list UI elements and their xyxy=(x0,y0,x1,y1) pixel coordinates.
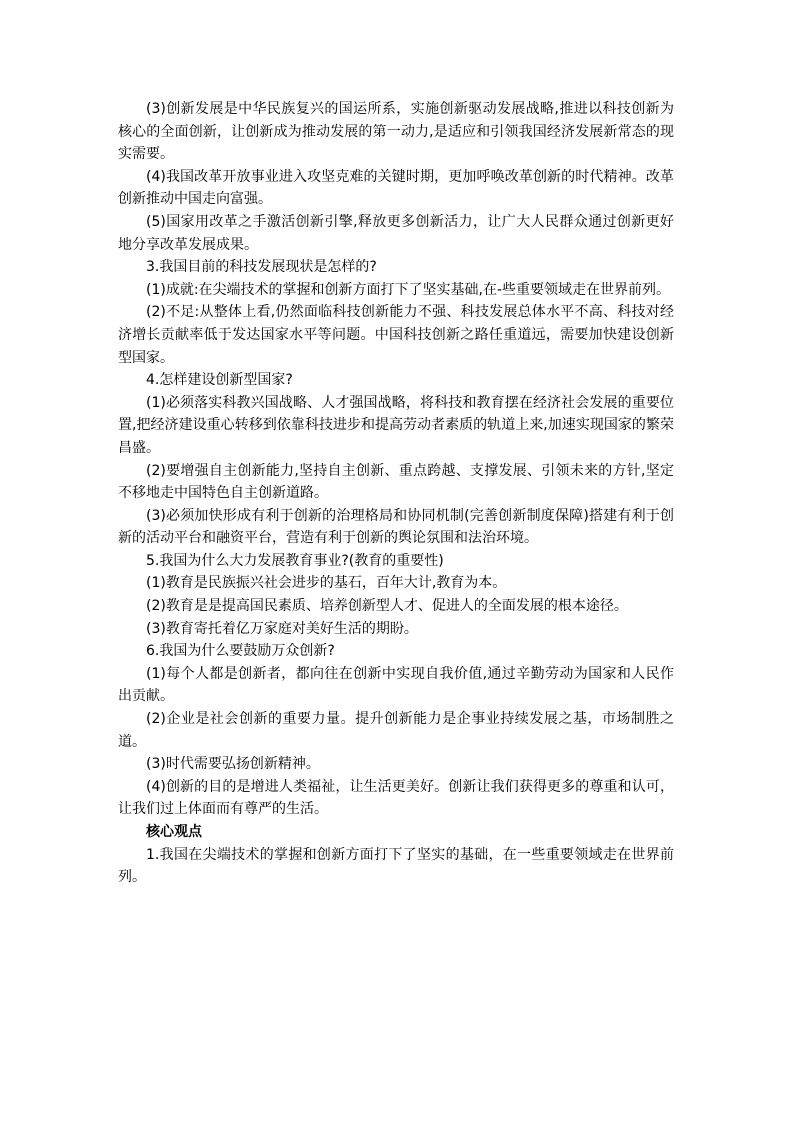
question-heading: 3.我国目前的科技发展现状是怎样的? xyxy=(146,259,377,276)
paragraph: (5)国家用改革之手激活创新引擎,释放更多创新活力，让广大人民群众通过创新更好地分享改革发展成果。 xyxy=(118,213,674,253)
paragraph: (3)必须加快形成有利于创新的治理格局和协同机制(完善创新制度保障)搭建有利于创新的活动平台和融资平台，营造有利于创新的舆论氛围和法治环境。 xyxy=(118,507,674,547)
paragraph: (1)必须落实科教兴国战略、人才强国战略，将科技和教育摆在经济社会发展的重要位置,把经济建设重心转移到依靠科技进步和提高劳动者素质的轨道上来,加速实现国家的繁荣昌盛。 xyxy=(118,394,674,456)
paragraph: (2)教育是是提高国民素质、培养创新型人才、促进人的全面发展的根本途径。 xyxy=(146,598,628,615)
paragraph: (2)要增强自主创新能力,坚持自主创新、重点跨越、支撑发展、引领未来的方针,坚定不移地走中国特色自主创新道路。 xyxy=(118,462,674,502)
paragraph: (1)每个人都是创新者，都向往在创新中实现自我价值,通过辛勤劳动为国家和人民作出贡献。 xyxy=(118,665,674,705)
paragraph: (2)不足:从整体上看,仍然面临科技创新能力不强、科技发展总体水平不高、科技对经济增长贡献率低于发达国家水平等问题。中国科技创新之路任重道远，需要加快建设创新型国家。 xyxy=(118,304,674,366)
paragraph: (1)成就:在尖端技术的掌握和创新方面打下了坚实基础,在-些重要领域走在世界前列。 xyxy=(146,281,671,298)
paragraph: (2)企业是社会创新的重要力量。提升创新能力是企事业持续发展之基，市场制胜之道。 xyxy=(118,711,674,750)
paragraph: (3)创新发展是中华民族复兴的国运所系，实施创新驱动发展战略,推进以科技创新为核心的全面创新，让创新成为推动发展的第一动力,是适应和引领我国经济发展新常态的现实需要。 xyxy=(118,101,674,163)
question-heading: 6.我国为什么要鼓励万众创新? xyxy=(146,643,335,660)
section-heading: 核心观点 xyxy=(146,824,202,840)
paragraph: (3)时代需要弘扬创新精神。 xyxy=(146,756,320,773)
question-heading: 5.我国为什么大力发展教育事业?(教育的重要性) xyxy=(146,552,444,569)
paragraph: 1.我国在尖端技术的掌握和创新方面打下了坚实的基础，在一些重要领域走在世界前列。 xyxy=(118,846,674,886)
paragraph: (4)创新的目的是增进人类福祉，让生活更美好。创新让我们获得更多的尊重和认可，让我们过上体面而有尊严的生活。 xyxy=(118,778,674,818)
question-heading: 4.怎样建设创新型国家? xyxy=(146,372,293,389)
document-page xyxy=(118,98,674,889)
paragraph: (3)教育寄托着亿万家庭对美好生活的期盼。 xyxy=(146,620,418,637)
paragraph: (1)教育是民族振兴社会进步的基石，百年大计,教育为本。 xyxy=(146,575,507,592)
paragraph: (4)我国改革开放事业进入攻坚克难的关键时期，更加呼唤改革创新的时代精神。改革创新推动中国走向富强。 xyxy=(118,168,674,208)
